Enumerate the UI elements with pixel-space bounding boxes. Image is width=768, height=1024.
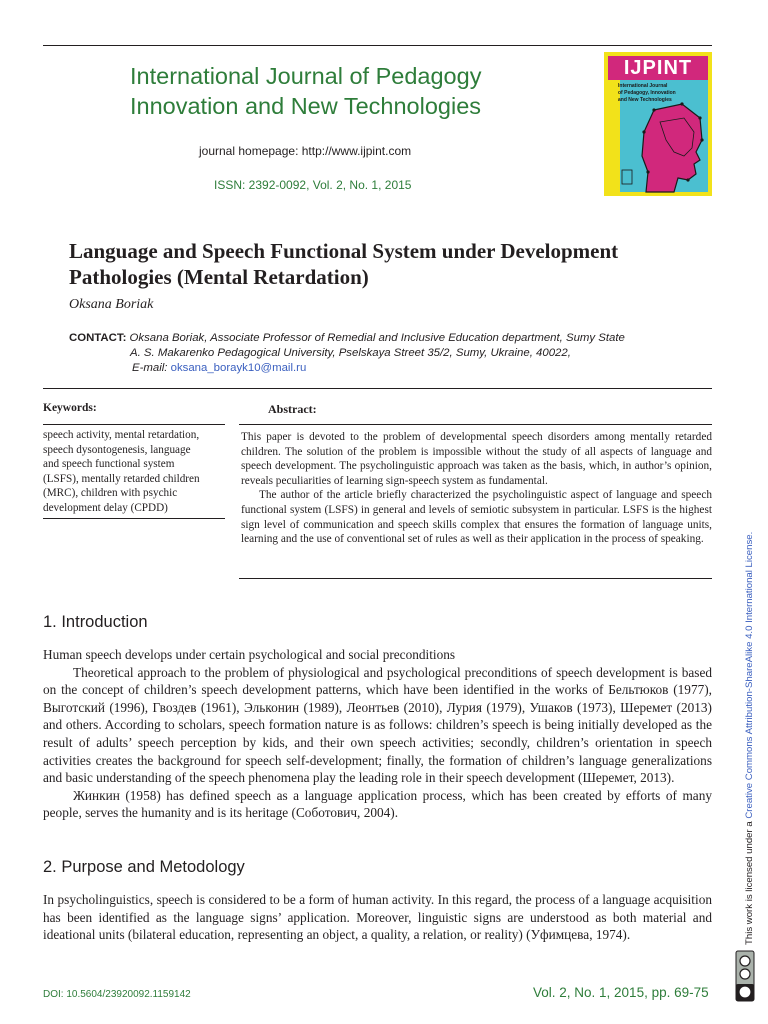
- body-paragraph: Жинкин (1958) has defined speech as a language application process, which has been created by efforts of many people, serves the humanity and is its heritage (Соботович, 2004).: [43, 787, 712, 821]
- contact-text-line1: Oksana Boriak, Associate Professor of Remedial and Inclusive Education department, Sumy State: [126, 332, 625, 344]
- keywords-line: speech dysontogenesis, language: [43, 443, 191, 456]
- journal-cover-image: [604, 52, 712, 196]
- keywords-top-rule: [43, 424, 225, 425]
- abstract-top-rule: [239, 424, 712, 425]
- introduction-body: [43, 646, 712, 822]
- keywords-heading: Keywords:: [43, 402, 97, 414]
- keywords-line: speech activity, mental retardation,: [43, 429, 200, 441]
- keywords-list: [43, 428, 233, 516]
- cover-title-line3: and New Technologies: [618, 97, 672, 103]
- license-link[interactable]: Creative Commons Attribution-ShareAlike 4.0 International License.: [744, 531, 755, 819]
- email-label: E-mail:: [132, 362, 171, 374]
- body-paragraph: Theoretical approach to the problem of physiological and psychological preconditions of speech development is based on the concept of children’s speech development patterns, which have been identified in the works of Бельтюков (1977), Выготский (1996), Гвоздев (1961), Эльконин (1989), Леонтьев (2010), Лурия (1979), Ушаков (1973), Шеремет (2013) and others. According to scholars, speech formation nature is as follows: children’s speech is being initially developed as the result of adults’ speech perception by kids, and their own speech activities; secondly, children’s orientation in speech activities creates the background for speech self-development; finally, the formation of children’s language generalizations and basic understanding of the speech phenomena play the leading role in their speech development (Шеремет, 2013).: [43, 664, 712, 786]
- body-paragraph: Human speech develops under certain psychological and social preconditions: [43, 647, 456, 662]
- keywords-line: (MRC), children with psychic: [43, 487, 178, 500]
- top-rule: [43, 45, 712, 46]
- creative-commons-badge-icon[interactable]: [735, 950, 755, 1002]
- cover-title-line1: International Journal: [618, 83, 668, 89]
- article-title: [69, 238, 709, 290]
- section-heading-purpose: 2. Purpose and Metodology: [43, 858, 245, 876]
- contact-label: CONTACT:: [69, 332, 127, 344]
- abstract-heading: Abstract:: [268, 402, 317, 416]
- abstract-body: [241, 430, 712, 547]
- license-prefix: This work is licensed under a: [744, 818, 755, 945]
- keywords-line: (LSFS), mentally retarded children: [43, 472, 200, 485]
- article-title-line2: Pathologies (Mental Retardation): [69, 265, 369, 289]
- keywords-line: and speech functional system: [43, 458, 175, 471]
- contact-block: [69, 331, 709, 376]
- issn-line: ISSN: 2392-0092, Vol. 2, No. 1, 2015: [214, 178, 412, 192]
- contact-line1: [69, 331, 709, 346]
- abstract-paragraph: This paper is devoted to the problem of developmental speech disorders among mentally retarded children. The solution of the problem is impossible without the study of all aspects of language and speech development. The psycholinguistic approach was taken as the basis, which, in author’s opinion, reveals peculiarities of learning sign-speech system as fundamental.: [241, 431, 712, 487]
- journal-title-line2: Innovation and New Technologies: [130, 93, 482, 119]
- cover-brand: IJPINT: [608, 56, 708, 80]
- volume-pages: Vol. 2, No. 1, 2015, pp. 69-75: [533, 985, 709, 1000]
- cover-title: [618, 83, 706, 104]
- journal-homepage[interactable]: journal homepage: http://www.ijpint.com: [199, 144, 412, 158]
- keywords-line: development delay (CPDD): [43, 501, 168, 514]
- contact-line2: A. S. Makarenko Pedagogical University, Pselskaya Street 35/2, Sumy, Ukraine, 40022,: [130, 347, 571, 359]
- contact-line3: [69, 361, 709, 376]
- abstract-paragraph: The author of the article briefly characterized the psycholinguistic aspect of language and speech functional system (LSFS) in general and levels of semiotic subsystem in particular. LSFS is the highest sign level of communication and speech skills complex that ensures the formation of language units, learning and the use of conventional set of rules as well as their application in the process of speaking.: [241, 489, 712, 546]
- license-note: [744, 525, 756, 945]
- article-title-line1: Language and Speech Functional System under Development: [69, 239, 619, 263]
- section-rule: [43, 388, 712, 389]
- cover-title-line2: of Pedagogy, Innovation: [618, 90, 676, 96]
- author-name: Oksana Boriak: [69, 297, 154, 312]
- email-link[interactable]: oksana_borayk10@mail.ru: [170, 362, 307, 374]
- keywords-bottom-rule: [43, 518, 225, 519]
- abstract-bottom-rule: [239, 578, 712, 579]
- body-paragraph: In psycholinguistics, speech is considered to be a form of human activity. In this regard, the process of a language acquisition has been identified as the language signs’ application. Moreover, linguistic signs are understood as both material and ideational units (bilateral education, representing an object, a quality, a relation, or reality) (Уфимцева, 1974).: [43, 892, 712, 943]
- journal-title: [130, 61, 570, 121]
- doi-link[interactable]: DOI: 10.5604/23920092.1159142: [43, 989, 191, 1000]
- section-heading-introduction: 1. Introduction: [43, 613, 148, 631]
- journal-title-line1: International Journal of Pedagogy: [130, 63, 482, 89]
- purpose-body: [43, 891, 712, 944]
